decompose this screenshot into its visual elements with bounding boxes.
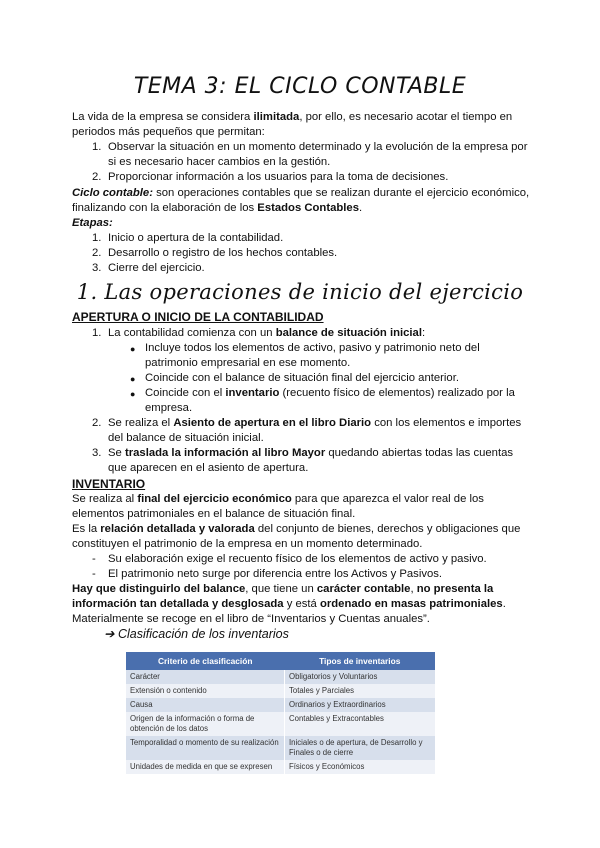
table-cell-criterio: Temporalidad o momento de su realización	[126, 736, 285, 760]
apertura-item-1-number: 1.	[92, 327, 102, 339]
apertura-bullet-3-line-2: empresa.	[145, 402, 193, 414]
bullet-icon: ●	[130, 344, 136, 354]
table-cell-criterio: Unidades de medida en que se expresen	[126, 760, 285, 774]
arrow-icon: ➔	[104, 627, 115, 641]
apertura-item-2-line-1: Se realiza el Asiento de apertura en el libro Diario con los elementos e importes	[108, 417, 522, 429]
inventario-line-1: Se realiza al final del ejercicio económico para que aparezca el valor real de los	[72, 493, 484, 505]
table-cell-tipo: Totales y Parciales	[285, 684, 436, 698]
table-cell-criterio: Extensión o contenido	[126, 684, 285, 698]
apertura-item-2-line-2: del balance de situación inicial.	[108, 432, 264, 444]
table-cell-criterio: Causa	[126, 698, 285, 712]
table-row	[126, 670, 435, 684]
section-heading: 1. Las operaciones de inicio del ejercicio	[76, 280, 524, 304]
apertura-item-3-number: 3.	[92, 447, 102, 459]
inventario-line-3: Es la relación detallada y valorada del conjunto de bienes, derechos y obligaciones que	[72, 523, 521, 535]
etapa-1-text: Inicio o apertura de la contabilidad.	[108, 232, 284, 244]
inventario-line-4: constituyen el patrimonio de la empresa en un momento determinado.	[72, 538, 423, 550]
table-cell-criterio: Origen de la información o forma de obtención de los datos	[126, 712, 285, 736]
table-cell-tipo: Físicos y Económicos	[285, 760, 436, 774]
apertura-subheading: APERTURA O INICIO DE LA CONTABILIDAD	[72, 310, 324, 324]
clasificacion-label: Clasificación de los inventarios	[117, 627, 289, 641]
apertura-item-3-line-1: Se traslada la información al libro Mayor quedando abiertas todas las cuentas	[108, 447, 514, 459]
inventario-line-5: Hay que distinguirlo del balance, que tiene un carácter contable, no presenta la	[72, 583, 494, 595]
dash-marker: -	[92, 568, 96, 580]
ciclo-line-1: Ciclo contable: son operaciones contables que se realizan durante el ejercicio económico,	[72, 187, 530, 199]
table-cell-tipo: Iniciales o de apertura, de Desarrollo y Finales o de cierre	[285, 736, 436, 760]
table-row	[126, 712, 435, 736]
intro-item-1-number: 1.	[92, 141, 102, 153]
table-cell-tipo: Obligatorios y Voluntarios	[285, 670, 436, 684]
clasificacion-line	[104, 626, 289, 641]
table-row	[126, 684, 435, 698]
inventory-classification-table	[126, 652, 435, 774]
etapa-2-number: 2.	[92, 247, 102, 259]
inventario-dash-2: El patrimonio neto surge por diferencia entre los Activos y Pasivos.	[108, 568, 443, 580]
intro-item-1-line-1: Observar la situación en un momento determinado y la evolución de la empresa por	[108, 141, 528, 153]
etapa-2-text: Desarrollo o registro de los hechos contables.	[108, 247, 338, 259]
table-header-tipos: Tipos de inventarios	[285, 652, 436, 670]
inventario-line-2: elementos patrimoniales en el balance de situación final.	[72, 508, 356, 520]
table-row	[126, 736, 435, 760]
bullet-icon: ●	[130, 389, 136, 399]
table-row	[126, 760, 435, 774]
table-cell-criterio: Carácter	[126, 670, 285, 684]
intro-item-2-number: 2.	[92, 171, 102, 183]
table-header-row	[126, 652, 435, 670]
inventario-dash-1: Su elaboración exige el recuento físico de los elementos de activo y pasivo.	[108, 553, 487, 565]
dash-marker: -	[92, 553, 96, 565]
intro-line-1: La vida de la empresa se considera ilimitada, por ello, es necesario acotar el tiempo en	[72, 111, 513, 123]
apertura-item-1-text: La contabilidad comienza con un balance de situación inicial:	[108, 327, 426, 339]
etapa-3-number: 3.	[92, 262, 102, 274]
apertura-item-3-line-2: que aparecen en el asiento de apertura.	[108, 462, 309, 474]
table-cell-tipo: Contables y Extracontables	[285, 712, 436, 736]
ciclo-line-2: finalizando con la elaboración de los Estados Contables.	[72, 202, 363, 214]
page-title: TEMA 3: EL CICLO CONTABLE	[133, 74, 467, 99]
table-row	[126, 698, 435, 712]
inventario-line-6: información tan detallada y desglosada y está ordenado en masas patrimoniales.	[72, 598, 506, 610]
apertura-bullet-3-line-1: Coincide con el inventario (recuento físico de elementos) realizado por la	[145, 387, 515, 399]
inventario-line-7: Materialmente se recoge en el libro de “Inventarios y Cuentas anuales”.	[72, 613, 430, 625]
table-cell-tipo: Ordinarios y Extraordinarios	[285, 698, 436, 712]
inventario-heading: INVENTARIO	[72, 477, 146, 491]
etapa-1-number: 1.	[92, 232, 102, 244]
etapas-label: Etapas:	[72, 217, 113, 229]
apertura-item-2-number: 2.	[92, 417, 102, 429]
apertura-bullet-1-line-2: patrimonio empresarial en ese momento.	[145, 357, 351, 369]
apertura-bullet-2: Coincide con el balance de situación final del ejercicio anterior.	[145, 372, 459, 384]
bullet-icon: ●	[130, 374, 136, 384]
intro-line-2: periodos más pequeños que permitan:	[72, 126, 265, 138]
etapa-3-text: Cierre del ejercicio.	[108, 262, 205, 274]
intro-item-2-text: Proporcionar información a los usuarios para la toma de decisiones.	[108, 171, 449, 183]
table-header-criterio: Criterio de clasificación	[126, 652, 285, 670]
intro-item-1-line-2: si es necesario hacer cambios en la gestión.	[108, 156, 331, 168]
apertura-bullet-1-line-1: Incluye todos los elementos de activo, pasivo y patrimonio neto del	[145, 342, 480, 354]
